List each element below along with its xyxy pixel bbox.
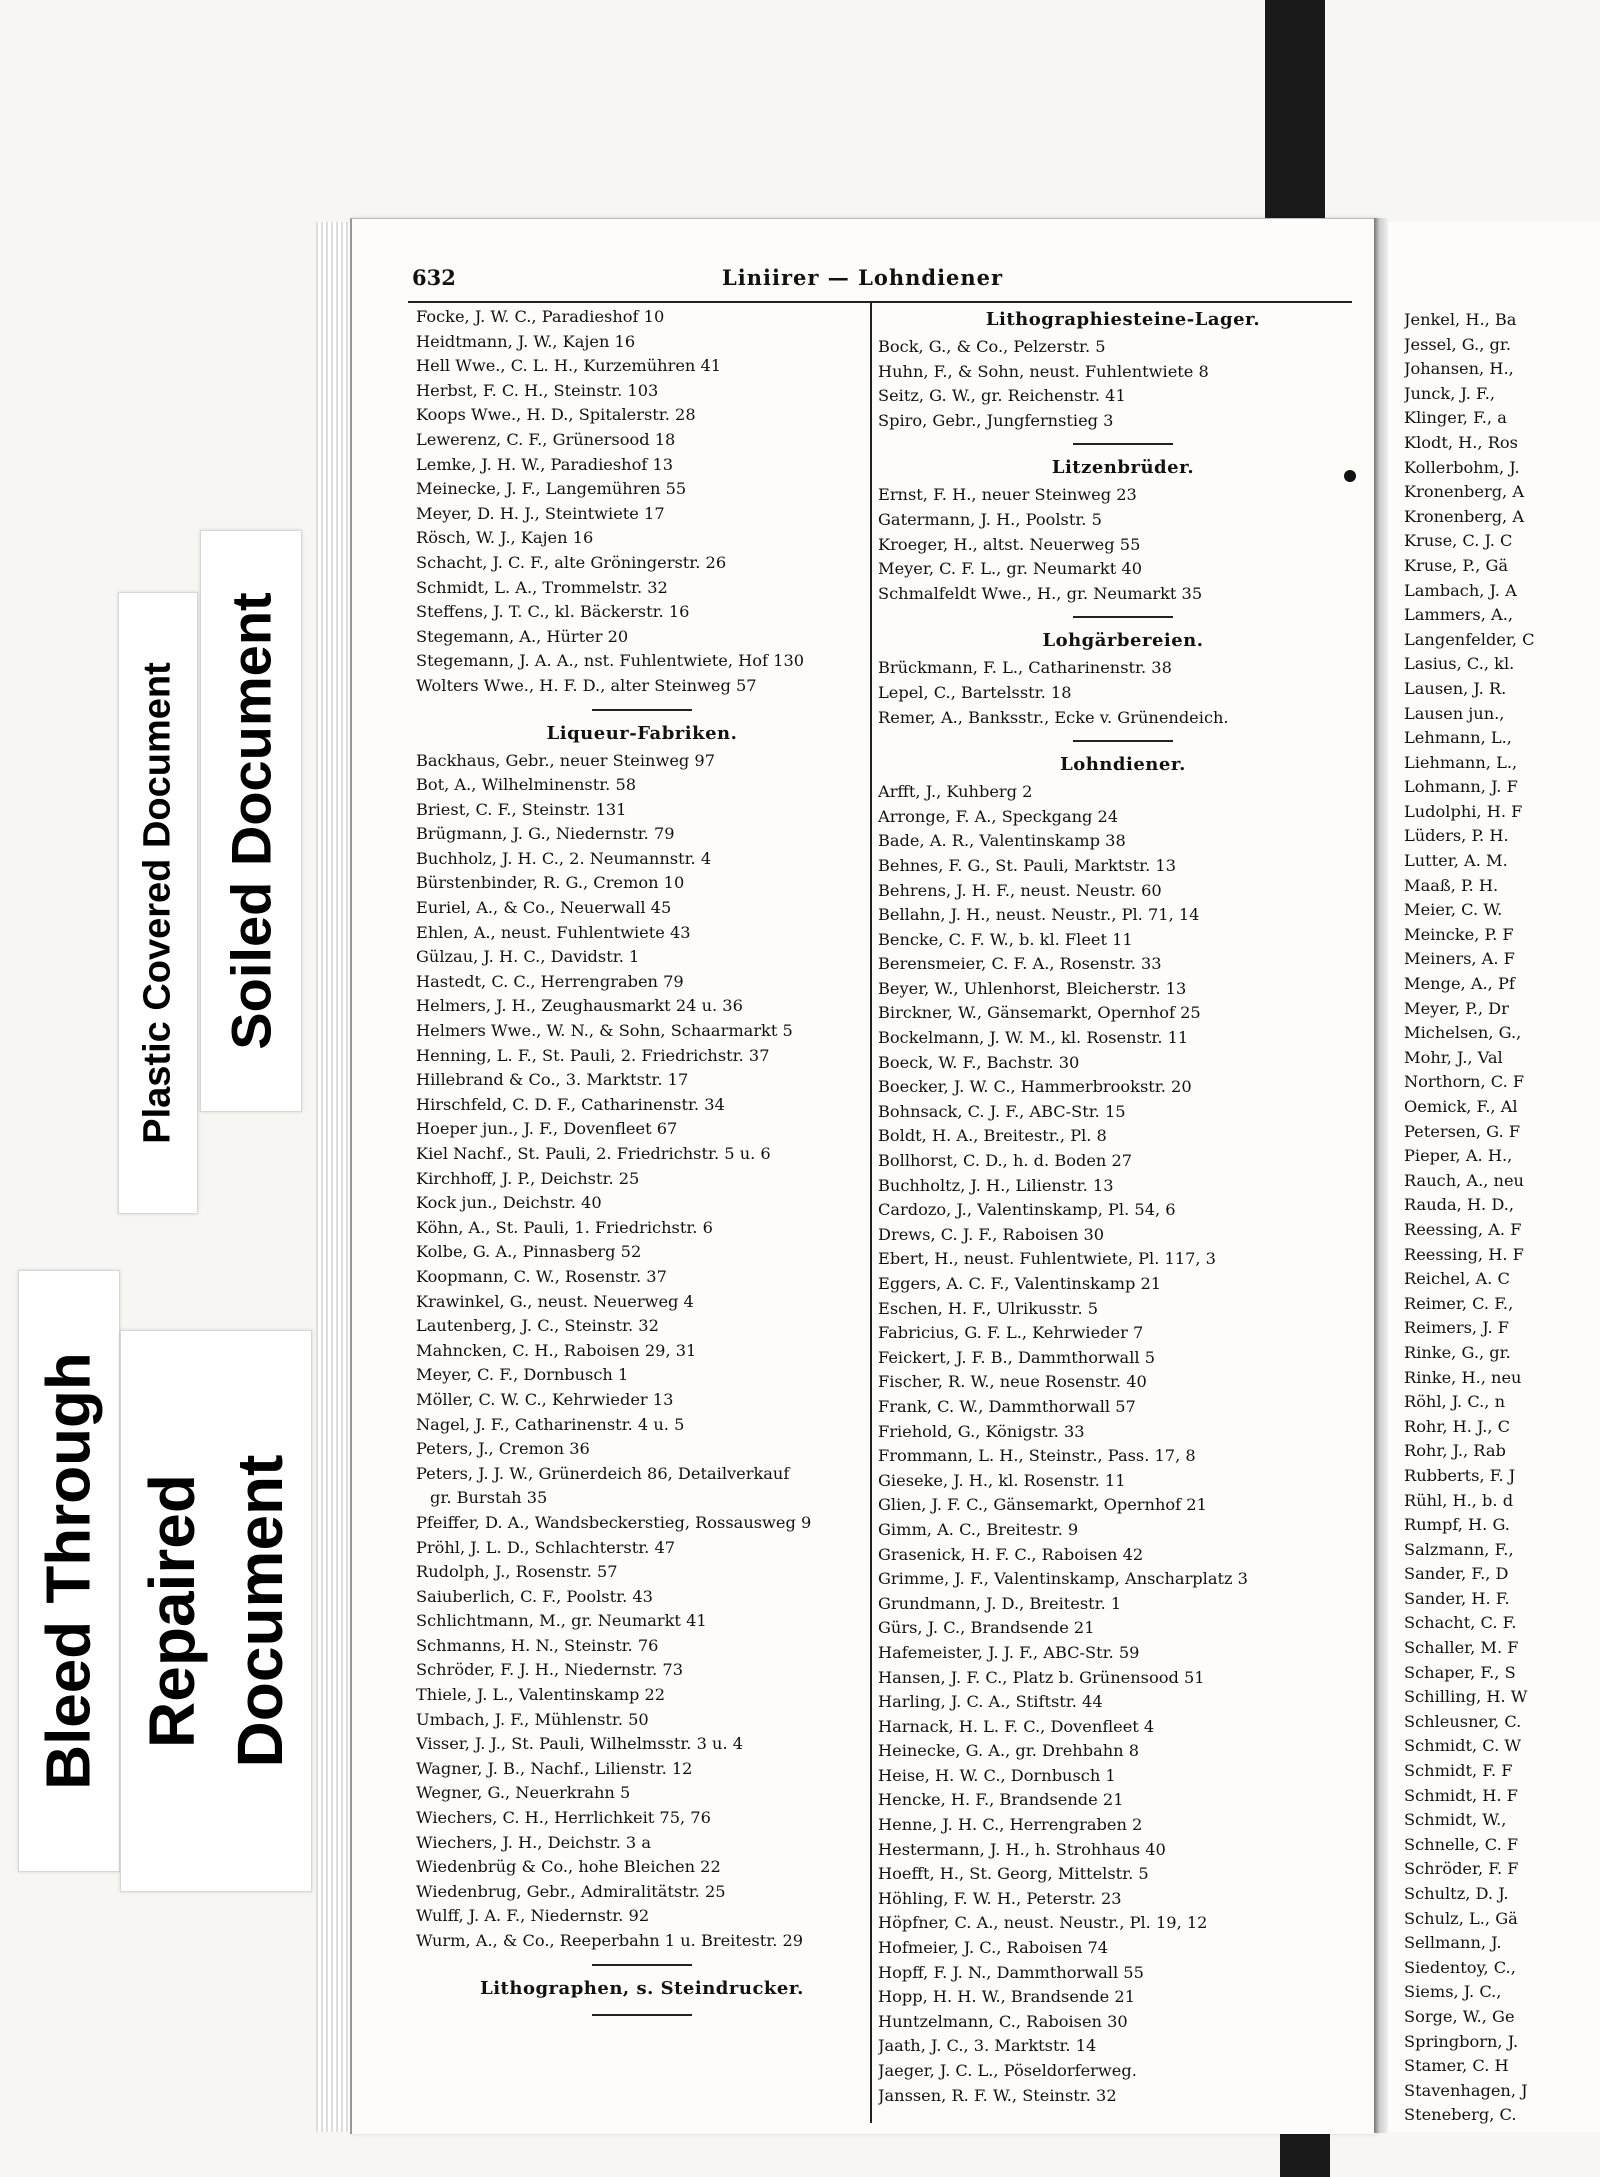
facing-page-entry: Lutter, A. M. xyxy=(1404,851,1508,871)
directory-entry: Beyer, W., Uhlenhorst, Bleicherstr. 13 xyxy=(878,978,1187,998)
directory-entry: Jaath, J. C., 3. Marktstr. 14 xyxy=(878,2036,1097,2056)
left-column xyxy=(416,305,868,2024)
directory-entry: Hastedt, C. C., Herrengraben 79 xyxy=(416,971,684,991)
directory-entry: Lepel, C., Bartelsstr. 18 xyxy=(878,682,1072,702)
facing-page-entry: Reichel, A. C xyxy=(1404,1269,1510,1289)
directory-entry-continuation: gr. Burstah 35 xyxy=(430,1488,548,1508)
facing-page-entry: Meyer, P., Dr xyxy=(1404,998,1509,1018)
directory-entry: Drews, C. J. F., Raboisen 30 xyxy=(878,1224,1105,1244)
directory-entry: Huntzelmann, C., Raboisen 30 xyxy=(878,2011,1128,2031)
facing-page-entry: Michelsen, G., xyxy=(1404,1023,1522,1043)
facing-page-entry: Reimer, C. F., xyxy=(1404,1293,1514,1313)
right-column xyxy=(878,305,1368,2108)
directory-entry: Bockelmann, J. W. M., kl. Rosenstr. 11 xyxy=(878,1028,1189,1048)
facing-page-entry: Lammers, A., xyxy=(1404,605,1513,625)
label-document-text: Document xyxy=(224,1454,296,1768)
directory-entry: Backhaus, Gebr., neuer Steinweg 97 xyxy=(416,750,716,770)
section-title: Liqueur-Fabriken. xyxy=(546,722,738,744)
facing-page-entry: Rumpf, H. G. xyxy=(1404,1515,1510,1535)
directory-entry: Behrens, J. H. F., neust. Neustr. 60 xyxy=(878,880,1162,900)
facing-page-entry: Schnelle, C. F xyxy=(1404,1834,1519,1854)
facing-page-entry: Schaller, M. F xyxy=(1404,1638,1519,1658)
directory-entry: Hestermann, J. H., h. Strohhaus 40 xyxy=(878,1839,1166,1859)
directory-entry: Remer, A., Banksstr., Ecke v. Grünendeich. xyxy=(878,707,1229,727)
facing-page-entry: Sellmann, J. xyxy=(1404,1933,1502,1953)
directory-entry: Gülzau, J. H. C., Davidstr. 1 xyxy=(416,947,640,967)
directory-entry: Ernst, F. H., neuer Steinweg 23 xyxy=(878,485,1137,505)
directory-entry: Fischer, R. W., neue Rosenstr. 40 xyxy=(878,1372,1147,1392)
directory-entry: Stegemann, J. A. A., nst. Fuhlentwiete, Hof 130 xyxy=(416,651,805,671)
running-title: Liniirer — Lohndiener xyxy=(722,265,1004,290)
directory-entry: Heise, H. W. C., Dornbusch 1 xyxy=(878,1765,1116,1785)
facing-page-entry: Lausen jun., xyxy=(1404,703,1505,723)
facing-page-entry: Reessing, A. F xyxy=(1404,1219,1522,1239)
directory-entry: Wiedenbrüg & Co., hohe Bleichen 22 xyxy=(416,1857,721,1877)
directory-entry: Frank, C. W., Dammthorwall 57 xyxy=(878,1396,1136,1416)
facing-page-entry: Lüders, P. H. xyxy=(1404,826,1509,846)
directory-entry: Hoefft, H., St. Georg, Mittelstr. 5 xyxy=(878,1864,1149,1884)
facing-page-entry: Rühl, H., b. d xyxy=(1404,1490,1514,1510)
facing-page-entry: Meier, C. W. xyxy=(1404,900,1503,920)
page-number: 632 xyxy=(412,265,456,290)
facing-page-entry: Sander, F., D xyxy=(1404,1564,1509,1584)
directory-entry: Schmanns, H. N., Steinstr. 76 xyxy=(416,1635,659,1655)
directory-entry: Lewerenz, C. F., Grünersood 18 xyxy=(416,429,676,449)
ink-blot xyxy=(1344,470,1356,482)
facing-page-entry: Rauch, A., neu xyxy=(1404,1170,1524,1190)
facing-page-entry: Lohmann, J. F xyxy=(1404,777,1518,797)
directory-entry: Birckner, W., Gänsemarkt, Opernhof 25 xyxy=(878,1003,1201,1023)
directory-entry: Meyer, C. F., Dornbusch 1 xyxy=(416,1365,629,1385)
directory-entry: Visser, J. J., St. Pauli, Wilhelmsstr. 3 u. 4 xyxy=(416,1734,744,1754)
directory-entry: Wagner, J. B., Nachf., Lilienstr. 12 xyxy=(416,1758,693,1778)
label-plastic-covered xyxy=(118,592,198,1214)
directory-entry: Wiechers, C. H., Herrlichkeit 75, 76 xyxy=(416,1808,711,1828)
section-rule xyxy=(1073,616,1173,618)
facing-page-entry: Schmidt, F. F xyxy=(1404,1761,1513,1781)
facing-page-entry: Rauda, H. D., xyxy=(1404,1195,1515,1215)
directory-entry: Pröhl, J. L. D., Schlachterstr. 47 xyxy=(416,1537,676,1557)
label-repaired-document xyxy=(120,1330,312,1892)
directory-entry: Janssen, R. F. W., Steinstr. 32 xyxy=(878,2085,1117,2105)
facing-page-entry: Schultz, D. J. xyxy=(1404,1884,1509,1903)
facing-page-entry: Ludolphi, H. F xyxy=(1404,801,1523,821)
directory-entry: Seitz, G. W., gr. Reichenstr. 41 xyxy=(878,386,1126,406)
facing-page-entry: Maaß, P. H. xyxy=(1404,875,1499,895)
directory-entry: Bade, A. R., Valentinskamp 38 xyxy=(878,831,1126,851)
directory-entry: Kock jun., Deichstr. 40 xyxy=(416,1193,602,1213)
directory-entry: Gieseke, J. H., kl. Rosenstr. 11 xyxy=(878,1470,1126,1490)
directory-entry: Saiuberlich, C. F., Poolstr. 43 xyxy=(416,1586,653,1606)
directory-entry: Möller, C. W. C., Kehrwieder 13 xyxy=(416,1389,674,1409)
directory-entry: Glien, J. F. C., Gänsemarkt, Opernhof 21 xyxy=(878,1495,1207,1515)
facing-page-entry: Lausen, J. R. xyxy=(1404,678,1507,698)
directory-entry: Helmers Wwe., W. N., & Sohn, Schaarmarkt 5 xyxy=(416,1021,793,1041)
directory-entry: Schmalfeldt Wwe., H., gr. Neumarkt 35 xyxy=(878,583,1203,603)
facing-page-entry: Schulz, L., Gä xyxy=(1404,1908,1518,1928)
label-repaired-text: Repaired xyxy=(136,1474,208,1748)
section-title: Lithographiesteine-Lager. xyxy=(985,309,1261,330)
facing-page-entry: Schmidt, W., xyxy=(1404,1810,1507,1830)
directory-entry: Bohnsack, C. J. F., ABC-Str. 15 xyxy=(878,1101,1126,1121)
facing-page-entry: Rohr, H. J., C xyxy=(1404,1416,1511,1436)
directory-entry: Nagel, J. F., Catharinenstr. 4 u. 5 xyxy=(416,1414,685,1434)
directory-entry: Peters, J., Cremon 36 xyxy=(416,1439,590,1459)
facing-page-entry: Schilling, H. W xyxy=(1404,1687,1528,1707)
facing-page-entry: Northorn, C. F xyxy=(1404,1072,1525,1092)
directory-entry: Krawinkel, G., neust. Neuerweg 4 xyxy=(416,1291,694,1311)
facing-page-entry: Salzmann, F., xyxy=(1404,1539,1514,1559)
directory-entry: Rudolph, J., Rosenstr. 57 xyxy=(416,1562,618,1582)
facing-page-entry: Lasius, C., kl. xyxy=(1404,654,1515,674)
directory-entry: Wulff, J. A. F., Niedernstr. 92 xyxy=(416,1906,650,1926)
facing-page-entry: Johansen, H., xyxy=(1404,359,1514,379)
directory-entry: Harnack, H. L. F. C., Dovenfleet 4 xyxy=(878,1716,1155,1736)
directory-entry: Helmers, J. H., Zeughausmarkt 24 u. 36 xyxy=(416,996,743,1016)
directory-entry: Heinecke, G. A., gr. Drehbahn 8 xyxy=(878,1741,1140,1761)
facing-page-entry: Steneberg, C. xyxy=(1404,2105,1517,2125)
facing-page-entry: Rohr, J., Rab xyxy=(1404,1441,1506,1461)
facing-page-entry: Pieper, A. H., xyxy=(1404,1146,1513,1166)
directory-entry: Eggers, A. C. F., Valentinskamp 21 xyxy=(878,1274,1162,1293)
directory-entry: Bollhorst, C. D., h. d. Boden 27 xyxy=(878,1151,1133,1171)
facing-page-entry: Siedentoy, C., xyxy=(1404,1957,1516,1977)
directory-entry: Kirchhoff, J. P., Deichstr. 25 xyxy=(416,1168,640,1188)
facing-page-entry: Stamer, C. H xyxy=(1404,2056,1509,2076)
directory-entry: Boldt, H. A., Breitestr., Pl. 8 xyxy=(878,1126,1107,1146)
directory-entry: Gürs, J. C., Brandsende 21 xyxy=(878,1618,1095,1638)
facing-page-entry: Jessel, G., gr. xyxy=(1404,334,1511,354)
directory-entry: Wegner, G., Neuerkrahn 5 xyxy=(416,1783,631,1803)
directory-entry: Harling, J. C. A., Stiftstr. 44 xyxy=(878,1692,1103,1712)
facing-page-entry: Meiners, A. F xyxy=(1404,949,1515,969)
directory-entry: Lautenberg, J. C., Steinstr. 32 xyxy=(416,1316,659,1336)
directory-entry: Schmidt, L. A., Trommelstr. 32 xyxy=(416,577,668,597)
directory-entry: Schröder, F. J. H., Niedernstr. 73 xyxy=(416,1660,684,1680)
book-page xyxy=(350,218,1376,2134)
directory-entry: Bürstenbinder, R. G., Cremon 10 xyxy=(416,873,685,893)
facing-page-entry: Rubberts, F. J xyxy=(1404,1465,1516,1485)
directory-entry: Bellahn, J. H., neust. Neustr., Pl. 71, 14 xyxy=(878,905,1200,925)
facing-page-entry: Mohr, J., Val xyxy=(1404,1047,1503,1067)
facing-page-entry: Röhl, J. C., n xyxy=(1404,1392,1506,1412)
facing-page-entry: Springborn, J. xyxy=(1404,2031,1519,2051)
directory-entry: Boeck, W. F., Bachstr. 30 xyxy=(878,1052,1080,1072)
directory-entry: Hopff, F. J. N., Dammthorwall 55 xyxy=(878,1962,1144,1982)
directory-entry: Schacht, J. C. F., alte Gröningerstr. 26 xyxy=(416,552,727,572)
directory-entry: Huhn, F., & Sohn, neust. Fuhlentwiete 8 xyxy=(878,361,1209,381)
directory-entry: Friehold, G., Königstr. 33 xyxy=(878,1421,1085,1441)
directory-entry: Arfft, J., Kuhberg 2 xyxy=(878,782,1033,802)
label-soiled xyxy=(200,530,302,1112)
directory-entry: Frommann, L. H., Steinstr., Pass. 17, 8 xyxy=(878,1446,1196,1466)
directory-entry: Umbach, J. F., Mühlenstr. 50 xyxy=(416,1709,649,1729)
facing-page-entry: Schmidt, C. W xyxy=(1404,1736,1522,1756)
facing-page-entry: Menge, A., Pf xyxy=(1404,974,1515,994)
facing-page-entry: Schaper, F., S xyxy=(1404,1662,1516,1682)
facing-page-entry: Jenkel, H., Ba xyxy=(1404,310,1517,329)
directory-entry: Steffens, J. T. C., kl. Bäckerstr. 16 xyxy=(416,602,690,622)
directory-entry: Herbst, F. C. H., Steinstr. 103 xyxy=(416,380,659,400)
facing-page-entry: Lambach, J. A xyxy=(1404,580,1517,600)
facing-page-entry: Langenfelder, C xyxy=(1404,629,1535,649)
facing-page-entry: Kronenberg, A xyxy=(1404,506,1525,526)
section-rule xyxy=(592,709,692,711)
facing-page-column xyxy=(1404,308,1600,2128)
directory-entry: Peters, J. J. W., Grünerdeich 86, Detailverkauf xyxy=(416,1463,790,1483)
section-rule xyxy=(1073,443,1173,445)
directory-entry: Kroeger, H., altst. Neuerweg 55 xyxy=(878,534,1141,554)
facing-page-entry: Schröder, F. F xyxy=(1404,1859,1519,1879)
facing-page-entry: Kollerbohm, J. xyxy=(1404,457,1520,477)
directory-entry: Eschen, H. F., Ulrikusstr. 5 xyxy=(878,1298,1099,1318)
facing-page-entry: Rinke, G., gr. xyxy=(1404,1342,1511,1362)
label-plastic-covered-text: Plastic Covered Document xyxy=(136,662,179,1144)
facing-page-entry: Junck, J. F., xyxy=(1404,383,1496,403)
directory-entry: Henne, J. H. C., Herrengraben 2 xyxy=(878,1815,1143,1835)
directory-entry: Cardozo, J., Valentinskamp, Pl. 54, 6 xyxy=(878,1200,1176,1220)
directory-entry: Brückmann, F. L., Catharinenstr. 38 xyxy=(878,658,1172,678)
directory-entry: Euriel, A., & Co., Neuerwall 45 xyxy=(416,898,672,918)
facing-page-entry: Schacht, C. F. xyxy=(1404,1613,1517,1633)
directory-entry: Wiechers, J. H., Deichstr. 3 a xyxy=(416,1832,651,1852)
directory-entry: Thiele, J. L., Valentinskamp 22 xyxy=(416,1685,666,1705)
facing-page-entry: Sorge, W., Ge xyxy=(1404,2006,1515,2026)
facing-page-entry: Schmidt, H. F xyxy=(1404,1785,1518,1805)
directory-entry: Brügmann, J. G., Niedernstr. 79 xyxy=(416,824,675,844)
facing-page-entry: Oemick, F., Al xyxy=(1404,1097,1518,1116)
directory-entry: Hansen, J. F. C., Platz b. Grünensood 51 xyxy=(878,1667,1205,1687)
directory-entry: Ehlen, A., neust. Fuhlentwiete 43 xyxy=(416,922,691,942)
directory-entry: Mahncken, C. H., Raboisen 29, 31 xyxy=(416,1340,697,1360)
directory-entry: Buchholtz, J. H., Lilienstr. 13 xyxy=(878,1175,1114,1195)
facing-page-entry: Klodt, H., Ros xyxy=(1404,432,1518,452)
section-title: Litzenbrüder. xyxy=(1051,457,1195,479)
directory-entry: Pfeiffer, D. A., Wandsbeckerstieg, Rossausweg 9 xyxy=(416,1512,812,1532)
directory-entry: Feickert, J. F. B., Dammthorwall 5 xyxy=(878,1347,1155,1367)
directory-entry: Koops Wwe., H. D., Spitalerstr. 28 xyxy=(416,405,696,425)
directory-entry: Hofmeier, J. C., Raboisen 74 xyxy=(878,1938,1109,1958)
running-header xyxy=(412,265,1346,299)
directory-entry: Kolbe, G. A., Pinnasberg 52 xyxy=(416,1242,642,1262)
directory-entry: Wiedenbrug, Gebr., Admiralitätstr. 25 xyxy=(416,1881,726,1901)
section-rule xyxy=(1073,740,1173,742)
directory-entry: Wolters Wwe., H. F. D., alter Steinweg 57 xyxy=(416,675,757,695)
facing-page-entry: Petersen, G. F xyxy=(1404,1121,1521,1141)
directory-entry: Bock, G., & Co., Pelzerstr. 5 xyxy=(878,337,1106,356)
directory-entry: Henning, L. F., St. Pauli, 2. Friedrichstr. 37 xyxy=(416,1045,770,1065)
directory-entry: Köhn, A., St. Pauli, 1. Friedrichstr. 6 xyxy=(416,1217,713,1237)
scanner-bar-top xyxy=(1265,0,1325,222)
facing-page-entry: Kronenberg, A xyxy=(1404,482,1525,502)
directory-entry: Boecker, J. W. C., Hammerbrookstr. 20 xyxy=(878,1077,1192,1097)
scanner-bar-bottom xyxy=(1280,2133,1330,2177)
directory-entry: Behnes, F. G., St. Pauli, Marktstr. 13 xyxy=(878,855,1177,875)
directory-entry: Heidtmann, J. W., Kajen 16 xyxy=(416,331,636,351)
section-title: Lithographen, s. Steindrucker. xyxy=(480,1977,804,1999)
directory-entry: Gatermann, J. H., Poolstr. 5 xyxy=(878,509,1102,529)
directory-entry: Grundmann, J. D., Breitestr. 1 xyxy=(878,1593,1122,1613)
directory-entry: Höhling, F. W. H., Peterstr. 23 xyxy=(878,1888,1122,1908)
directory-entry: Meyer, D. H. J., Steintwiete 17 xyxy=(416,503,665,523)
directory-entry: Hopp, H. H. W., Brandsende 21 xyxy=(878,1987,1136,2007)
directory-entry: Hirschfeld, C. D. F., Catharinenstr. 34 xyxy=(416,1094,725,1114)
directory-entry: Spiro, Gebr., Jungfernstieg 3 xyxy=(878,410,1114,430)
directory-entry: Berensmeier, C. F. A., Rosenstr. 33 xyxy=(878,954,1162,974)
directory-entry: Hillebrand & Co., 3. Marktstr. 17 xyxy=(416,1070,689,1090)
facing-page-entry: Kruse, P., Gä xyxy=(1404,555,1509,575)
facing-page-entry: Reessing, H. F xyxy=(1404,1244,1524,1264)
book-gutter xyxy=(1374,218,1388,2133)
directory-entry: Bot, A., Wilhelminenstr. 58 xyxy=(416,775,637,795)
directory-entry: Bencke, C. F. W., b. kl. Fleet 11 xyxy=(878,929,1133,949)
directory-entry: Arronge, F. A., Speckgang 24 xyxy=(878,806,1119,826)
header-rule xyxy=(408,301,1352,303)
directory-entry: Buchholz, J. H. C., 2. Neumannstr. 4 xyxy=(416,848,712,868)
section-title: Lohgärbereien. xyxy=(1042,630,1204,652)
facing-page-entry: Klinger, F., a xyxy=(1404,408,1507,428)
directory-entry: Meinecke, J. F., Langemühren 55 xyxy=(416,479,687,499)
directory-entry: Grimme, J. F., Valentinskamp, Anscharplatz 3 xyxy=(878,1569,1248,1589)
facing-page xyxy=(1388,222,1600,2132)
label-bleed-through-text: Bleed Through xyxy=(34,1352,104,1790)
section-rule xyxy=(592,2014,692,2016)
directory-entry: Kiel Nachf., St. Pauli, 2. Friedrichstr. 5 u. 6 xyxy=(416,1144,771,1163)
directory-entry: Stegemann, A., Hürter 20 xyxy=(416,626,629,646)
facing-page-entry: Meincke, P. F xyxy=(1404,924,1514,944)
directory-entry: Hafemeister, J. J. F., ABC-Str. 59 xyxy=(878,1642,1140,1662)
facing-page-entry: Rinke, H., neu xyxy=(1404,1367,1522,1387)
label-soiled-text: Soiled Document xyxy=(219,592,283,1050)
label-bleed-through xyxy=(18,1270,120,1872)
section-rule xyxy=(592,1964,692,1966)
facing-page-entry: Stavenhagen, J xyxy=(1404,2080,1528,2100)
directory-entry: Lemke, J. H. W., Paradieshof 13 xyxy=(416,454,674,474)
directory-entry: Briest, C. F., Steinstr. 131 xyxy=(416,799,627,819)
directory-entry: Wurm, A., & Co., Reeperbahn 1 u. Breitestr. 29 xyxy=(416,1931,804,1950)
facing-page-entry: Lehmann, L., xyxy=(1404,728,1512,748)
directory-entry: Hoeper jun., J. F., Dovenfleet 67 xyxy=(416,1119,678,1139)
directory-entry: Gimm, A. C., Breitestr. 9 xyxy=(878,1519,1079,1539)
directory-entry: Meyer, C. F. L., gr. Neumarkt 40 xyxy=(878,559,1142,579)
column-divider xyxy=(870,303,872,2123)
directory-entry: Ebert, H., neust. Fuhlentwiete, Pl. 117, 3 xyxy=(878,1249,1216,1269)
directory-entry: Jaeger, J. C. L., Pöseldorferweg. xyxy=(878,2061,1137,2080)
directory-entry: Grasenick, H. F. C., Raboisen 42 xyxy=(878,1544,1144,1564)
facing-page-entry: Kruse, C. J. C xyxy=(1404,531,1513,551)
facing-page-entry: Sander, H. F. xyxy=(1404,1588,1510,1608)
directory-entry: Koopmann, C. W., Rosenstr. 37 xyxy=(416,1266,667,1286)
section-title: Lohndiener. xyxy=(1060,754,1186,776)
directory-entry: Focke, J. W. C., Paradieshof 10 xyxy=(416,307,665,326)
directory-entry: Höpfner, C. A., neust. Neustr., Pl. 19, 12 xyxy=(878,1913,1208,1933)
directory-entry: Schlichtmann, M., gr. Neumarkt 41 xyxy=(416,1611,707,1631)
facing-page-entry: Schleusner, C. xyxy=(1404,1711,1522,1731)
directory-entry: Hencke, H. F., Brandsende 21 xyxy=(878,1790,1124,1810)
facing-page-entry: Siems, J. C., xyxy=(1404,1982,1502,2002)
facing-page-entry: Liehmann, L., xyxy=(1404,752,1518,772)
directory-entry: Hell Wwe., C. L. H., Kurzemühren 41 xyxy=(416,356,722,376)
facing-page-entry: Reimers, J. F xyxy=(1404,1318,1509,1338)
directory-entry: Rösch, W. J., Kajen 16 xyxy=(416,528,594,548)
directory-entry: Fabricius, G. F. L., Kehrwieder 7 xyxy=(878,1323,1144,1343)
